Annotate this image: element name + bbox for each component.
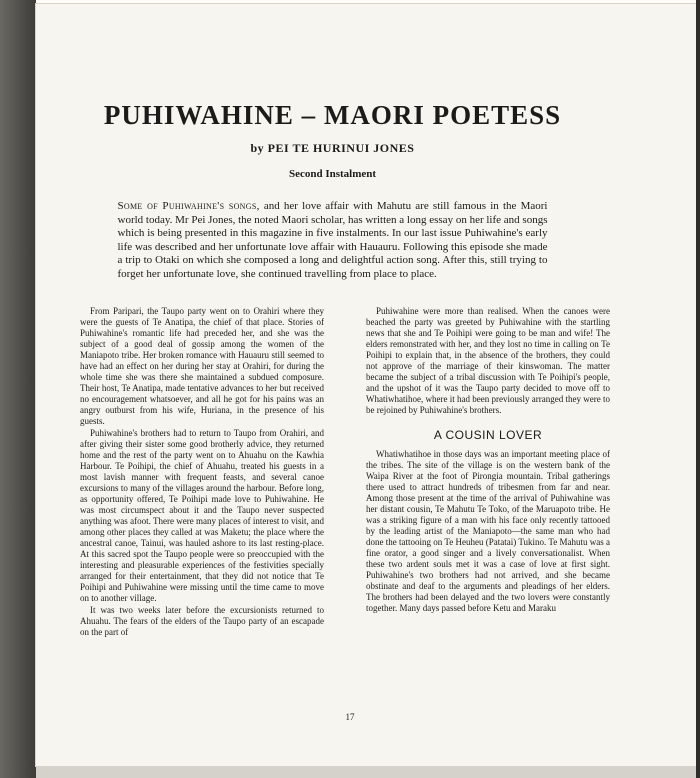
article-byline: by PEI TE HURINUI JONES xyxy=(250,141,415,155)
article-title: PUHIWAHINE – MAORI POETESS xyxy=(103,100,562,130)
paragraph: Whatiwhatihoe in those days was an important meeting place of the tribes. The site of the village is on the western bank of the Waipa River at the foot of Pirongia mountain. Tribal gatherings there used to attract hundreds of tribesmen from far and near. Among those present at the time of the arrival of Puhiwahine was her distant cousin, Te Mahutu Te Toko, of the Maruapoto tribe. He was a striking figure of a man with his face only recently tattooed by the leading artist of the Maniapoto—the same man who had done the tattooing on Te Heuheu (Patatai) Tukino. Te Mahutu was a fine orator, a good singer and a lively conversationalist. When these two ardent souls met it was a case of love at first sight. Puhiwahine's two brothers had not arrived, and she became obstinate and deaf to the arguments and pleadings of her elders. The brothers had been delayed and the two lovers were constantly together. Many days passed before Ketu and Maraku xyxy=(366,449,610,613)
paragraph: It was two weeks later before the excursionists returned to Ahuahu. The fears of the elders of the Taupo party of an escapade on the part of xyxy=(80,605,324,637)
column-right xyxy=(366,306,610,639)
scan-border-left xyxy=(0,0,36,778)
article-intro xyxy=(118,200,548,281)
paragraph: Puhiwahine were more than realised. When the canoes were beached the party was greeted by Puhiwahine with the startling news that she and Te Poihipi were going to be man and wife! The elders remonstrated with her, and they lost no time in calling on Te Poihipi to explain that, in the absence of the brothers, they could not approve of the marriage of their kinswoman. The matter became the subject of a tribal discussion with Te Poihipi's people, and the upshot of it was the Taupo party decided to move off to Whatiwhatihoe, where it had been previously arranged they were to be rejoined by Puhiwahine's brothers. xyxy=(366,306,610,415)
scan-border-bottom xyxy=(36,766,696,778)
article-header xyxy=(70,100,595,281)
paragraph: Puhiwahine's brothers had to return to Taupo from Orahiri, and after giving their sister some good brotherly advice, they returned home and the rest of the party went on to Ahuahu on the Kawhia Harbour. Te Poihipi, the chief of Ahuahu, treated his guests in a most lavish manner with frequent feasts, and several canoe excursions to many of the villages around the harbour. Before long, as opportunity offered, Te Poihipi made love to Puhiwahine. He was most circumspect about it and the Taupo never suspected anything was afoot. There were many places of interest to visit, and among other places they called at was Maketu; the place where the ancestral canoe, Tainui, was hauled ashore to its last resting-place. At this sacred spot the Taupo people were so preoccupied with the interesting and pleasurable experiences of the festivities specially arranged for their entertainment, that they did not notice that Te Poihipi and Puhiwahine were missing until the time came to move on to another village. xyxy=(80,428,324,603)
column-left xyxy=(80,306,324,639)
instalment-label: Second Instalment xyxy=(288,168,377,180)
intro-lead: Some of Puhiwahine's songs, xyxy=(117,200,260,212)
body-columns xyxy=(80,306,610,639)
scan-border-right xyxy=(696,0,700,778)
section-subheading: A COUSIN LOVER xyxy=(433,428,543,442)
page-number: 17 xyxy=(345,712,355,722)
intro-text: and her love affair with Mahutu are still famous in the Maori world today. Mr Pei Jones, the noted Maori scholar, has written a long essay on her life and songs which is being presented in this magazine in five instalments. In our last issue Puhiwahine's early life was described and her unfortunate love affair with Hauauru. Following this episode she made a trip to Otaki on which she composed a long and delightful action song. After this, still trying to forget her unfortunate love, she continued travelling from place to place. xyxy=(117,200,548,280)
paragraph: From Paripari, the Taupo party went on to Orahiri where they were the guests of Te Anatipa, the chief of that place. Stories of Puhiwahine's romantic life had preceded her, and she was the subject of a good deal of gossip among the women of the Maniapoto tribe. Her broken romance with Hauauru still seemed to have had an effect on her during her stay at Orahiri, for during the whole time she was there she maintained a subdued composure. Their host, Te Anatipa, made tentative advances to her but received no encouragement whatsoever, and all he got for his pains was an angry outburst from his wife, Huriana, in the presence of his guests. xyxy=(80,306,324,426)
